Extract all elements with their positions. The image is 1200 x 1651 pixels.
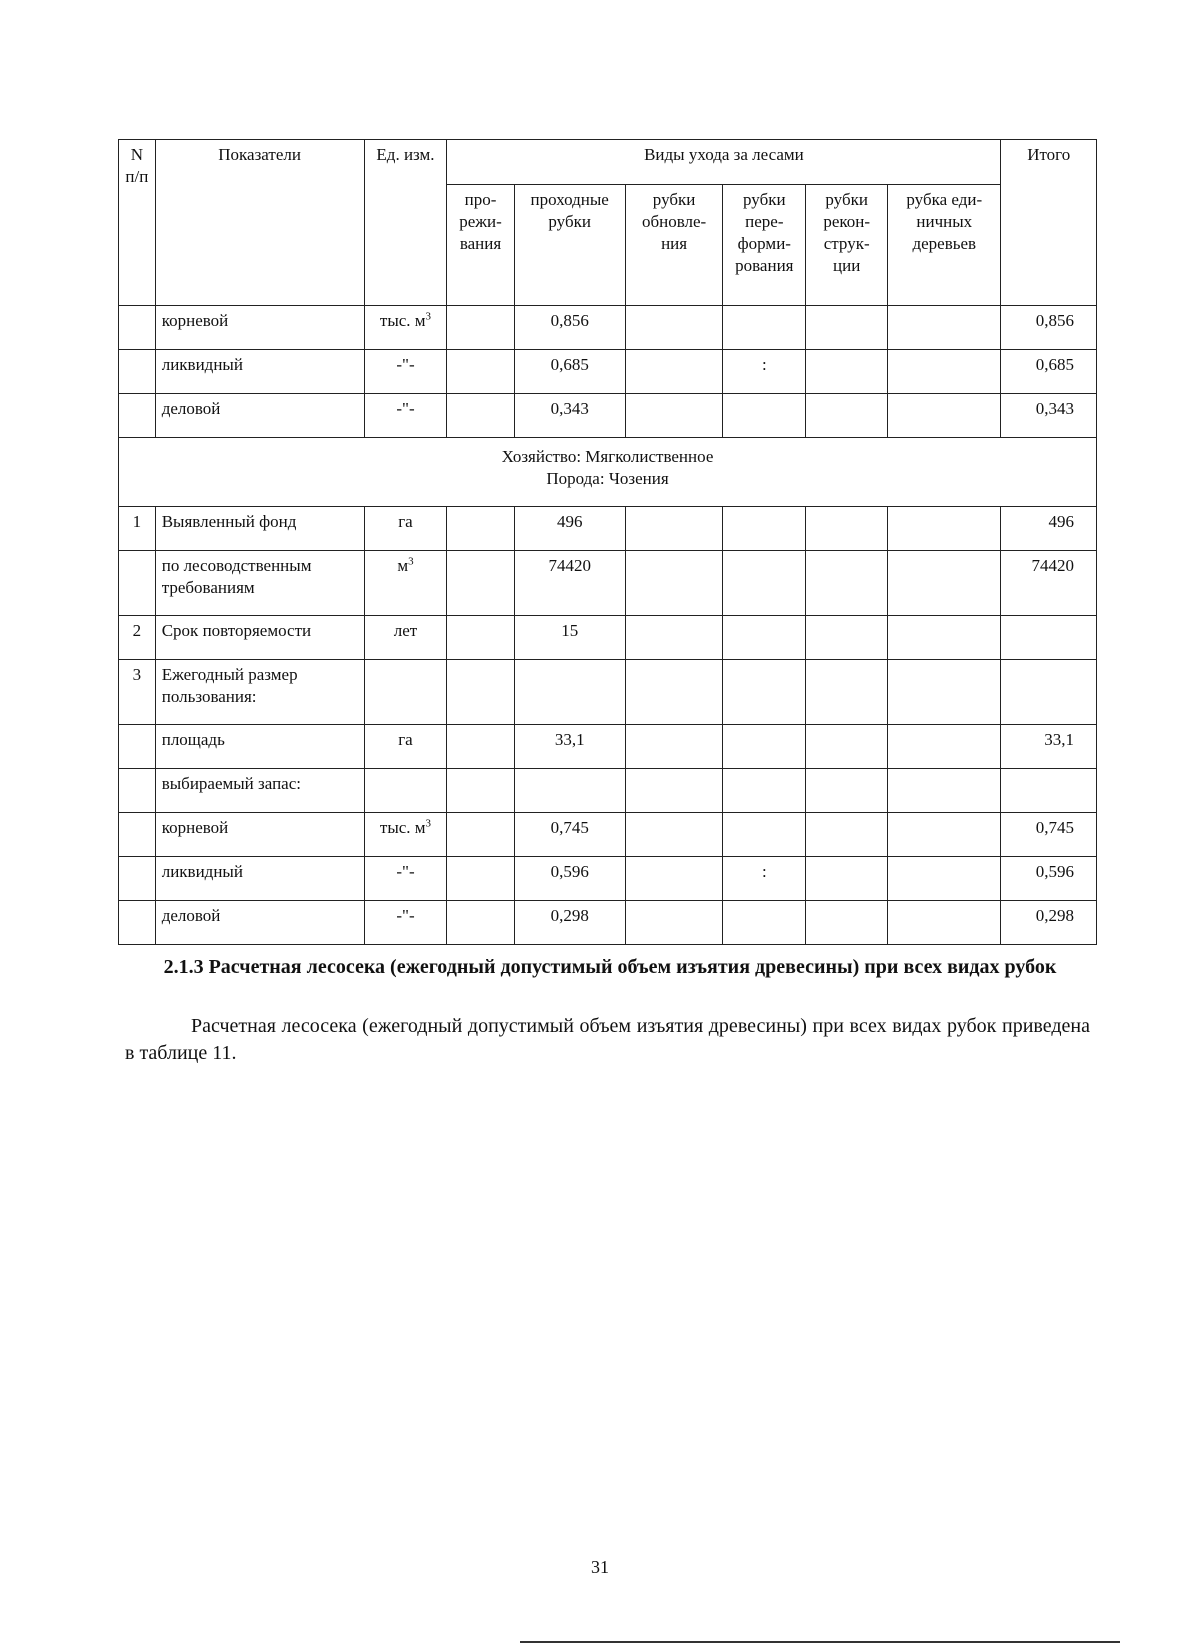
table-row — [119, 394, 1097, 438]
unit-superscript: 3 — [425, 310, 432, 323]
row-unit — [364, 769, 447, 813]
cell-reformation-cutting — [723, 507, 806, 551]
cell-single-tree-cutting — [888, 813, 1001, 857]
cell-reformation-cutting — [723, 350, 806, 394]
cell-reconstruction-cutting — [806, 394, 888, 438]
cell-total — [1001, 769, 1097, 813]
row-label — [155, 394, 364, 438]
section-line-2: Порода: Чозения — [546, 469, 669, 488]
cell-total — [1001, 551, 1097, 616]
cell-thinning — [447, 507, 514, 551]
row-num — [119, 306, 156, 350]
header-row-1 — [119, 140, 1097, 185]
table-row — [119, 616, 1097, 660]
section-line-1: Хозяйство: Мягколиственное — [501, 447, 714, 466]
cell-reconstruction-cutting — [806, 813, 888, 857]
cell-reconstruction-cutting — [806, 306, 888, 350]
cell-passage-cutting — [514, 616, 625, 660]
cell-thinning — [447, 813, 514, 857]
section-heading: 2.1.3 Расчетная лесосека (ежегодный допустимый объем изъятия древесины) при всех видах рубок — [163, 956, 1057, 978]
cell-reconstruction-cutting — [806, 660, 888, 725]
cell-total — [1001, 507, 1097, 551]
row-label-text: ликвидный — [161, 355, 243, 374]
table-row — [119, 507, 1097, 551]
header-sub: рубки рекон- струк- ции — [806, 185, 888, 306]
cell-passage-cutting-text: 0,685 — [550, 355, 589, 374]
row-label-text: Срок повторяемости — [161, 621, 312, 640]
table-row — [119, 901, 1097, 945]
cell-reformation-cutting — [723, 551, 806, 616]
cell-reconstruction-cutting — [806, 901, 888, 945]
row-label — [155, 725, 364, 769]
cell-reconstruction-cutting — [806, 551, 888, 616]
row-label — [155, 306, 364, 350]
cell-renewal-cutting — [625, 616, 723, 660]
cell-reconstruction-cutting — [806, 507, 888, 551]
cell-passage-cutting — [514, 857, 625, 901]
cell-single-tree-cutting — [888, 857, 1001, 901]
cell-single-tree-cutting — [888, 507, 1001, 551]
cell-total-text: 0,685 — [1035, 355, 1074, 374]
cell-passage-cutting-text: 15 — [561, 621, 579, 640]
row-unit — [364, 660, 447, 725]
cell-thinning — [447, 660, 514, 725]
cell-passage-cutting-text: 0,343 — [550, 399, 589, 418]
row-unit-text: га — [398, 512, 413, 531]
cell-passage-cutting-text: 0,298 — [550, 906, 589, 925]
cell-passage-cutting-text: 74420 — [548, 556, 591, 575]
cell-renewal-cutting — [625, 857, 723, 901]
row-num — [119, 660, 156, 725]
cell-total-text: 0,745 — [1035, 818, 1074, 837]
row-label-text: корневой — [161, 818, 229, 837]
cell-reconstruction-cutting — [806, 769, 888, 813]
header-sub: рубка еди- ничных деревьев — [888, 185, 1001, 306]
header-sub: рубки обновле- ния — [625, 185, 723, 306]
cell-passage-cutting-text: 496 — [556, 512, 583, 531]
cell-total-text: 0,856 — [1035, 311, 1074, 330]
row-label — [155, 551, 364, 616]
row-label-text: Выявленный фонд — [161, 512, 297, 531]
table-row — [119, 857, 1097, 901]
header-sub: про- режи- вания — [447, 185, 514, 306]
table-row — [119, 725, 1097, 769]
cell-reformation-cutting — [723, 306, 806, 350]
table-row — [119, 551, 1097, 616]
cell-thinning — [447, 725, 514, 769]
unit-superscript: 3 — [425, 817, 432, 830]
cell-total-text: 74420 — [1031, 556, 1074, 575]
footer-line — [520, 1641, 1120, 1643]
cell-single-tree-cutting — [888, 769, 1001, 813]
section-row — [119, 438, 1097, 507]
cell-total — [1001, 660, 1097, 725]
cell-total — [1001, 616, 1097, 660]
cell-renewal-cutting — [625, 769, 723, 813]
header-total: Итого — [1001, 140, 1097, 306]
section-header — [119, 438, 1097, 507]
cell-renewal-cutting — [625, 306, 723, 350]
table-row — [119, 813, 1097, 857]
cell-reconstruction-cutting — [806, 350, 888, 394]
header-sub: проходные рубки — [514, 185, 625, 306]
row-num — [119, 813, 156, 857]
cell-passage-cutting — [514, 507, 625, 551]
cell-thinning — [447, 616, 514, 660]
cell-thinning — [447, 769, 514, 813]
cell-reconstruction-cutting — [806, 616, 888, 660]
cell-total-text: 0,343 — [1035, 399, 1074, 418]
row-label-text: корневой — [161, 311, 229, 330]
row-label — [155, 660, 364, 725]
row-num — [119, 616, 156, 660]
row-label — [155, 350, 364, 394]
row-num — [119, 350, 156, 394]
cell-renewal-cutting — [625, 901, 723, 945]
cell-thinning — [447, 551, 514, 616]
row-label-text: площадь — [161, 730, 225, 749]
section-row-group — [119, 438, 1097, 507]
cell-thinning — [447, 901, 514, 945]
cell-reformation-cutting — [723, 394, 806, 438]
cell-single-tree-cutting — [888, 901, 1001, 945]
header-group: Виды ухода за лесами — [447, 140, 1001, 185]
row-unit-text: тыс. м — [379, 818, 426, 837]
body-paragraph: Расчетная лесосека (ежегодный допустимый объем изъятия древесины) при всех видах рубок приведена в таблице 11. — [125, 1015, 1090, 1064]
row-label-text: деловой — [161, 399, 221, 418]
cell-single-tree-cutting — [888, 660, 1001, 725]
header-num: N п/п — [119, 140, 156, 306]
cell-reformation-cutting — [723, 813, 806, 857]
row-unit — [364, 507, 447, 551]
row-unit — [364, 350, 447, 394]
cell-passage-cutting — [514, 306, 625, 350]
page-number: 31 — [591, 1557, 609, 1577]
row-unit-text: -"- — [396, 399, 415, 418]
cell-single-tree-cutting — [888, 350, 1001, 394]
cell-renewal-cutting — [625, 551, 723, 616]
row-num — [119, 394, 156, 438]
row-num — [119, 769, 156, 813]
cell-renewal-cutting — [625, 394, 723, 438]
row-num-text: 1 — [132, 512, 142, 531]
cell-total — [1001, 857, 1097, 901]
row-label — [155, 901, 364, 945]
row-label — [155, 813, 364, 857]
row-unit — [364, 725, 447, 769]
row-num-text: 2 — [132, 621, 142, 640]
cell-total-text: 33,1 — [1044, 730, 1074, 749]
cell-passage-cutting — [514, 551, 625, 616]
cell-passage-cutting — [514, 813, 625, 857]
unit-superscript: 3 — [408, 555, 414, 568]
row-num — [119, 551, 156, 616]
row-unit-text: -"- — [396, 862, 415, 881]
cell-passage-cutting-text: 0,745 — [550, 818, 589, 837]
cell-reformation-cutting-text: : — [761, 355, 767, 374]
cell-reconstruction-cutting — [806, 857, 888, 901]
cell-total-text: 0,298 — [1035, 906, 1074, 925]
cell-passage-cutting — [514, 725, 625, 769]
cell-renewal-cutting — [625, 350, 723, 394]
row-label-text: выбираемый запас: — [161, 774, 301, 793]
row-unit-text: -"- — [396, 906, 415, 925]
cell-total — [1001, 901, 1097, 945]
cell-reformation-cutting — [723, 616, 806, 660]
row-label-text: Ежегодный размер пользования: — [161, 665, 298, 706]
row-unit-text: га — [398, 730, 413, 749]
cell-renewal-cutting — [625, 660, 723, 725]
table-row — [119, 350, 1097, 394]
cell-total-text: 0,596 — [1035, 862, 1074, 881]
cell-total — [1001, 350, 1097, 394]
cell-reformation-cutting — [723, 660, 806, 725]
cell-reconstruction-cutting — [806, 725, 888, 769]
cell-thinning — [447, 306, 514, 350]
cell-passage-cutting — [514, 394, 625, 438]
cell-passage-cutting — [514, 350, 625, 394]
row-num — [119, 507, 156, 551]
row-unit-text: тыс. м — [379, 311, 426, 330]
row-unit — [364, 813, 447, 857]
cell-passage-cutting — [514, 769, 625, 813]
row-num — [119, 725, 156, 769]
cell-reformation-cutting — [723, 857, 806, 901]
row-label-text: ликвидный — [161, 862, 243, 881]
row-unit-text: -"- — [396, 355, 415, 374]
row-num — [119, 901, 156, 945]
cell-passage-cutting-text: 0,596 — [550, 862, 589, 881]
cell-reformation-cutting — [723, 725, 806, 769]
row-label — [155, 616, 364, 660]
cell-passage-cutting — [514, 901, 625, 945]
cell-renewal-cutting — [625, 813, 723, 857]
row-unit — [364, 551, 447, 616]
row-label — [155, 857, 364, 901]
cell-renewal-cutting — [625, 507, 723, 551]
forest-care-table — [118, 139, 1097, 945]
cell-single-tree-cutting — [888, 306, 1001, 350]
cell-total — [1001, 306, 1097, 350]
header-unit: Ед. изм. — [364, 140, 447, 306]
cell-total-text: 496 — [1048, 512, 1074, 531]
row-num — [119, 857, 156, 901]
cell-passage-cutting — [514, 660, 625, 725]
cell-thinning — [447, 857, 514, 901]
row-unit — [364, 306, 447, 350]
row-unit — [364, 394, 447, 438]
cell-renewal-cutting — [625, 725, 723, 769]
header-sub: рубки пере- форми- рования — [723, 185, 806, 306]
row-unit-text: м — [397, 556, 409, 575]
row-unit-text: лет — [393, 621, 418, 640]
cell-reformation-cutting — [723, 769, 806, 813]
top-rows — [119, 306, 1097, 438]
row-num-text: 3 — [132, 665, 142, 684]
table-row — [119, 660, 1097, 725]
table-row — [119, 769, 1097, 813]
cell-reformation-cutting-text: : — [761, 862, 767, 881]
cell-total — [1001, 394, 1097, 438]
table-row — [119, 306, 1097, 350]
row-label-text: по лесоводственным требованиям — [161, 556, 312, 597]
cell-reformation-cutting — [723, 901, 806, 945]
row-unit — [364, 857, 447, 901]
cell-single-tree-cutting — [888, 725, 1001, 769]
cell-total — [1001, 725, 1097, 769]
cell-single-tree-cutting — [888, 551, 1001, 616]
row-label — [155, 769, 364, 813]
cell-single-tree-cutting — [888, 394, 1001, 438]
row-unit — [364, 901, 447, 945]
cell-single-tree-cutting — [888, 616, 1001, 660]
cell-thinning — [447, 394, 514, 438]
row-label — [155, 507, 364, 551]
cell-passage-cutting-text: 0,856 — [550, 311, 589, 330]
row-unit — [364, 616, 447, 660]
cell-passage-cutting-text: 33,1 — [554, 730, 585, 749]
cell-thinning — [447, 350, 514, 394]
header-indicator: Показатели — [155, 140, 364, 306]
row-label-text: деловой — [161, 906, 221, 925]
cell-total — [1001, 813, 1097, 857]
bottom-rows — [119, 507, 1097, 945]
